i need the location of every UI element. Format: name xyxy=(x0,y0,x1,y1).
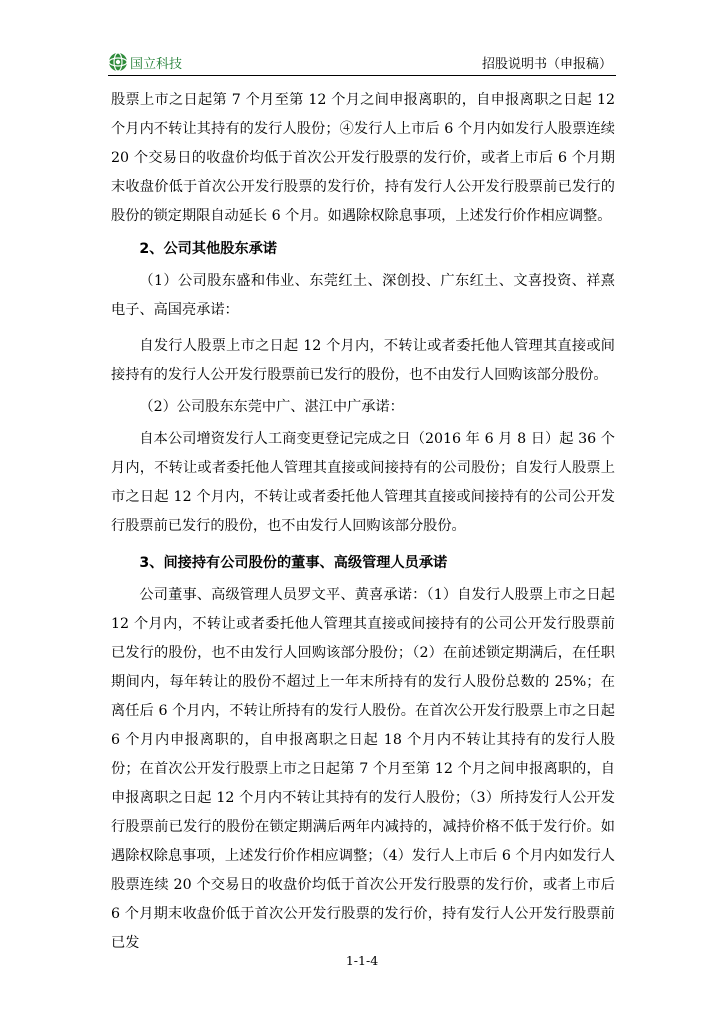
header-divider xyxy=(108,75,616,76)
paragraph-directors-commitment: 公司董事、高级管理人员罗文平、黄喜承诺：（1）自发行人股票上市之日起 12 个月内，不转让或者委托他人管理其直接或间接持有的公司公开发行股票前已发行的股份，也不由发行人回购该部分股份；（2）在前述锁定期满后，在任职期间内，每年转让的股份不超过上一年末所持有的发行人股份总数的 25%；在离任后 6 个月内，不转让所持有的发行人股份。在首次公开发行股票上市之日起 6 个月内申报离职的，自申报离职之日起 18 个月内不转让其持有的发行人股份；在首次公开发行股票上市之日起第 7 个月至第 12 个月之间申报离职的，自申报离职之日起 12 个月内不转让其持有的发行人股份；（3）所持发行人公开发行股票前已发行的股份在锁定期满后两年内减持的，减持价格不低于发行价。如遇除权除息事项，上述发行价作相应调整；（4）发行人上市后 6 个月内如发行人股票连续 20 个交易日的收盘价均低于首次公开发行股票的发行价，或者上市后 6 个月期末收盘价低于首次公开发行股票的发行价，持有发行人公开发行股票前已发 xyxy=(111,587,615,951)
page-body xyxy=(111,86,615,958)
paragraph-shareholders-group-2: （2）公司股东东莞中广、湛江中广承诺： xyxy=(139,399,404,415)
logo-globe-icon xyxy=(108,52,128,72)
page-header xyxy=(108,48,616,76)
company-logo xyxy=(108,52,218,72)
paragraph-lockup-continuation: 股票上市之日起第 7 个月至第 12 个月之间申报离职的，自申报离职之日起 12 个月内不转让其持有的发行人股份；④发行人上市后 6 个月内如发行人股票连续 20 个交易日的收盘价均低于首次公开发行股票的发行价，或者上市后 6 个月期末收盘价低于首次公开发行股票的发行价，持有发行人公开发行股票前已发行的股份的锁定期限自动延长 6 个月。如遇除权除息事项，上述发行价作相应调整。 xyxy=(111,92,615,224)
document-title: 招股说明书（申报稿） xyxy=(481,57,612,72)
page-number: 1-1-4 xyxy=(345,953,379,968)
paragraph-shareholders-group-1: （1）公司股东盛和伟业、东莞红土、深创投、广东红土、文喜投资、祥熹电子、高国亮承诺： xyxy=(111,273,615,318)
paragraph-commitment-2: 自本公司增资发行人工商变更登记完成之日（2016 年 6 月 8 日）起 36 个月内，不转让或者委托他人管理其直接或间接持有的公司股份；自发行人股票上市之日起 12 个月内，不转让或者委托他人管理其直接或间接持有的公司公开发行股票前已发行的股份，也不由发行人回购该部分股份。 xyxy=(111,431,615,534)
logo-text: 国立科技 xyxy=(130,57,183,72)
paragraph-commitment-1: 自发行人股票上市之日起 12 个月内，不转让或者委托他人管理其直接或间接持有的发行人公开发行股票前已发行的股份，也不由发行人回购该部分股份。 xyxy=(111,338,615,383)
section-heading-other-shareholders: 2、公司其他股东承诺 xyxy=(139,241,277,257)
section-heading-directors-managers: 3、间接持有公司股份的董事、高级管理人员承诺 xyxy=(139,555,448,571)
